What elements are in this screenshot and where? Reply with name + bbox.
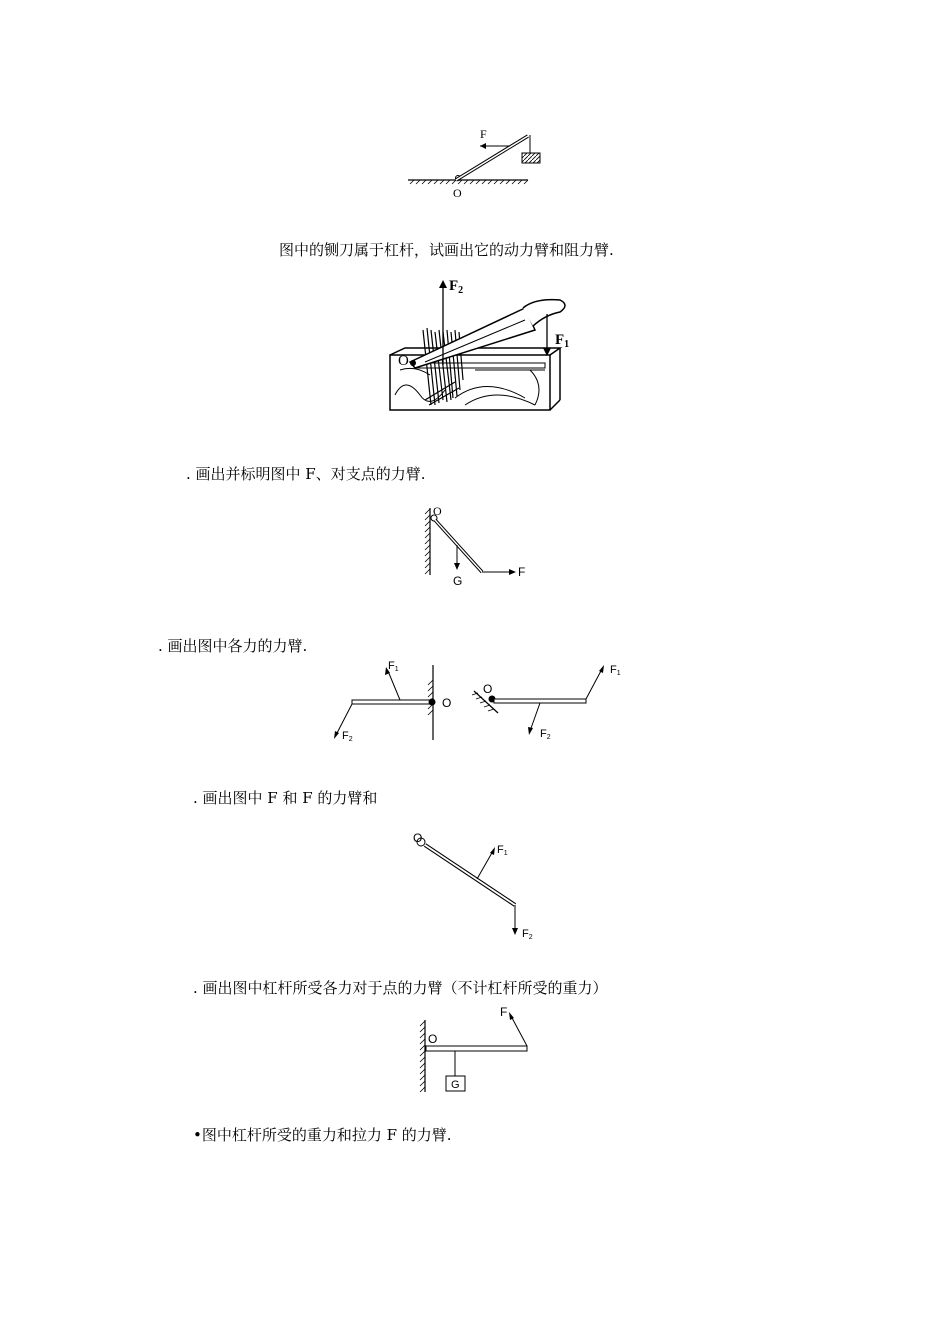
question-3: . 画出图中各力的力臂. xyxy=(158,637,308,655)
wall-hatching xyxy=(420,1021,425,1092)
label-O: O xyxy=(442,696,452,710)
question-2: . 画出并标明图中 F、对支点的力臂. xyxy=(186,465,426,483)
figure-4a-left-lever xyxy=(328,655,463,745)
figure-5-diagonal-lever xyxy=(405,825,545,945)
label-F2: F2 xyxy=(342,730,353,743)
pivot-dot xyxy=(429,699,436,706)
label-F2: F2 xyxy=(540,728,551,741)
question-6: •图中杠杆所受的重力和拉力 F 的力臂. xyxy=(193,1126,452,1144)
label-F1: F1 xyxy=(610,664,621,677)
bar xyxy=(352,700,430,704)
lever-bar-inner xyxy=(456,136,528,180)
figure-1-inclined-lever xyxy=(400,120,550,205)
hanging-weight xyxy=(522,153,540,163)
F1-arrow-line xyxy=(477,851,493,879)
F1-arrow-line xyxy=(586,669,602,699)
label-O: O xyxy=(428,1032,438,1046)
label-G: G xyxy=(453,574,463,588)
force-arrow-head xyxy=(480,143,486,149)
label-O: O xyxy=(398,353,409,369)
F-arrow-head xyxy=(509,569,516,575)
F-arrow-head xyxy=(509,1012,514,1020)
bar xyxy=(494,699,586,703)
F2-arrow-head xyxy=(334,731,339,739)
G-arrow-head xyxy=(454,563,460,570)
figure-2-hay-cutter xyxy=(385,270,585,415)
F2-arrow-head xyxy=(512,928,518,935)
label-O: O xyxy=(483,682,493,696)
label-O: O xyxy=(453,186,462,200)
label-G: G xyxy=(451,1079,460,1091)
F2-arrow-head xyxy=(528,727,533,735)
figure-6-wall-lever-weight xyxy=(415,1000,540,1095)
label-F1: $F_1$ xyxy=(555,332,570,350)
F1-arrow-head xyxy=(490,847,495,855)
pivot-O xyxy=(410,360,416,366)
label-O: O xyxy=(413,831,423,845)
figure-3-wall-lever xyxy=(420,500,535,595)
F2-arrow-line xyxy=(530,703,540,731)
label-F1: F1 xyxy=(388,660,399,673)
label-F: F xyxy=(518,565,526,579)
F2-arrow-head xyxy=(439,280,447,288)
question-5: . 画出图中杠杆所受各力对于点的力臂（不计杠杆所受的重力） xyxy=(193,979,608,997)
wall-hatching xyxy=(428,680,433,715)
label-F1: F1 xyxy=(497,844,508,857)
figure-4b-right-lever xyxy=(468,655,633,745)
question-4: . 画出图中 F 和 F 的力臂和 xyxy=(193,789,378,807)
label-F: F xyxy=(500,1005,508,1019)
F1-arrow-head xyxy=(599,665,604,673)
F1-arrow-line xyxy=(388,671,400,700)
label-F2: F2 xyxy=(522,928,533,941)
label-O: O xyxy=(433,504,442,518)
label-F2: $F_2$ xyxy=(449,278,464,296)
wall-hatching xyxy=(425,509,430,574)
F-arrow-line xyxy=(511,1016,527,1046)
ground-hatching xyxy=(410,180,528,184)
bar xyxy=(426,1046,527,1051)
label-F: F xyxy=(480,127,487,141)
question-1: 图中的铡刀属于杠杆，试画出它的动力臂和阻力臂. xyxy=(279,241,614,259)
